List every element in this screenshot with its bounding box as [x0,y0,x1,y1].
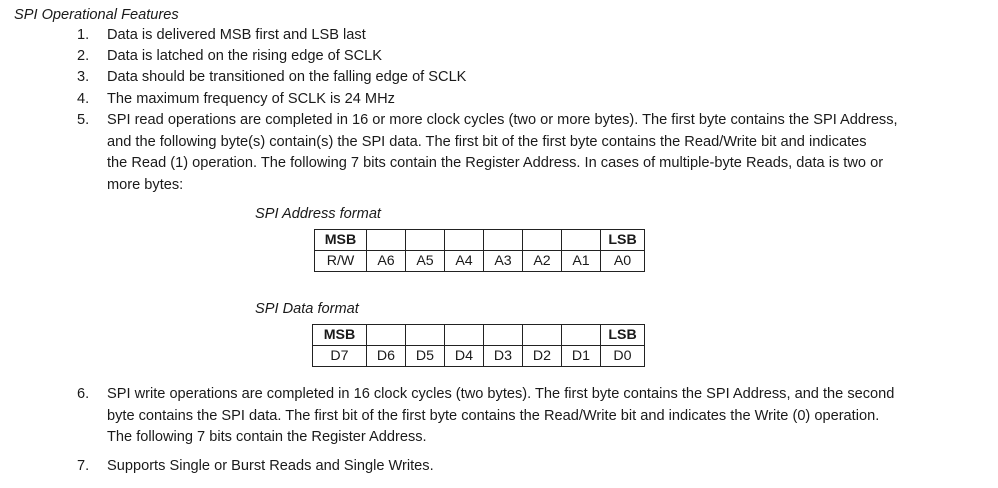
list-text: Supports Single or Burst Reads and Single Writes. [107,458,434,474]
table-cell: MSB [315,230,367,251]
list-text-line: SPI write operations are completed in 16 clock cycles (two bytes). The first byte contains the SPI Address, and the second [107,386,895,402]
list-number: 1. [77,27,90,43]
table-cell: A0 [601,251,645,272]
table-cell: MSB [313,325,367,346]
table-cell: R/W [315,251,367,272]
table-cell [367,325,406,346]
table-cell: D5 [406,346,445,367]
table-row [313,325,645,346]
table-cell: LSB [601,230,645,251]
table-cell: D0 [601,346,645,367]
address-format-caption: SPI Address format [255,206,381,222]
section-heading: SPI Operational Features [14,7,179,23]
list-number: 4. [77,91,90,107]
table-cell [523,325,562,346]
list-text-line: the Read (1) operation. The following 7 bits contain the Register Address. In cases of multiple-byte Reads, data is two or [107,155,884,171]
table-cell [523,230,562,251]
table-cell: D6 [367,346,406,367]
list-number: 7. [77,458,90,474]
list-text: Data is latched on the rising edge of SCLK [107,48,383,64]
table-cell: A6 [367,251,406,272]
list-text-line: SPI read operations are completed in 16 or more clock cycles (two or more bytes). The first byte contains the SPI Address, [107,112,898,128]
list-text: The maximum frequency of SCLK is 24 MHz [107,91,395,107]
data-format-caption: SPI Data format [255,301,359,317]
list-text: Data is delivered MSB first and LSB last [107,27,366,43]
list-text: Data should be transitioned on the falling edge of SCLK [107,69,467,85]
table-cell [484,230,523,251]
list-text-line: and the following byte(s) contain(s) the SPI data. The first bit of the first byte contains the Read/Write bit and indicates [107,133,867,150]
table-cell [484,325,523,346]
table-cell [406,230,445,251]
address-format-table [314,229,645,272]
table-cell: D3 [484,346,523,367]
list-number: 2. [77,48,90,64]
table-cell: A3 [484,251,523,272]
table-row [315,230,645,251]
table-cell [367,230,406,251]
list-number: 5. [77,112,90,128]
table-cell: D1 [562,346,601,367]
table-cell: A5 [406,251,445,272]
table-cell: A1 [562,251,601,272]
table-row [313,346,645,367]
list-text-line: The following 7 bits contain the Register Address. [107,429,427,445]
table-cell [562,325,601,346]
list-number: 3. [77,69,90,85]
list-number: 6. [77,386,90,402]
list-text-line: byte contains the SPI data. The first bit of the first byte contains the Read/Write bit and indicates the Write (0) operation. [107,407,880,424]
table-cell [406,325,445,346]
list-text-line: more bytes: [107,176,184,193]
table-cell: A4 [445,251,484,272]
table-cell: D7 [313,346,367,367]
table-cell: D4 [445,346,484,367]
table-cell: LSB [601,325,645,346]
table-cell [445,325,484,346]
table-cell [445,230,484,251]
data-format-table [312,324,645,367]
table-row [315,251,645,272]
table-cell: A2 [523,251,562,272]
table-cell [562,230,601,251]
table-cell: D2 [523,346,562,367]
